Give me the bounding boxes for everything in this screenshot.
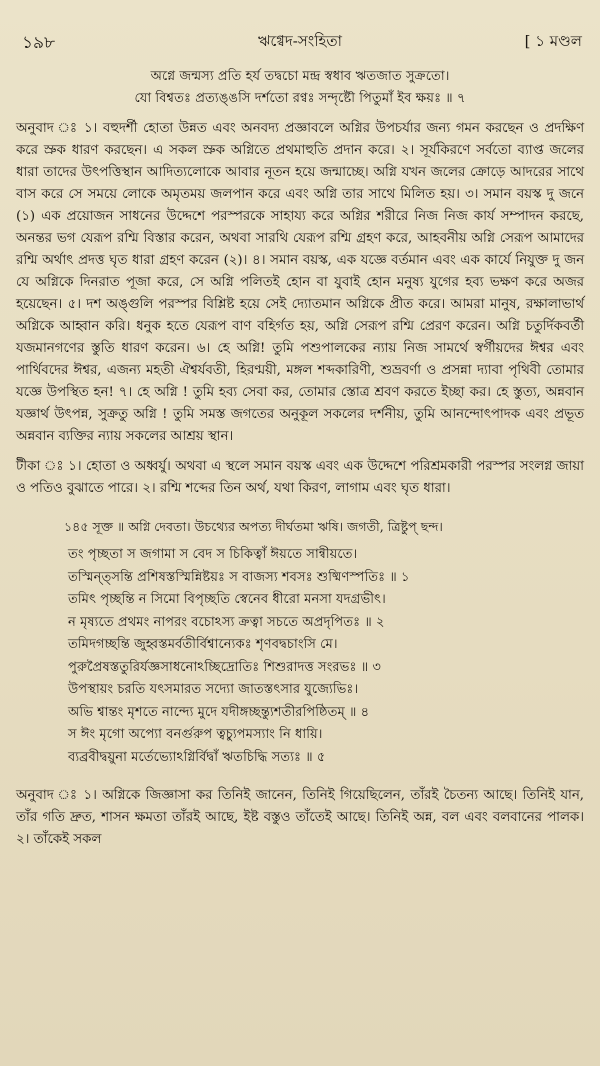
verse-line: অগ্নে জন্মস্য প্রতি হর্য তদ্বচো মন্দ্র স্বধাব ঋতজাত সুক্রতো।	[150, 69, 450, 84]
verse-line: অভি শ্বান্তং মৃশতে নান্দ্যে মুদে যদীঙ্গচ্ছন্ত্যুশতীরপিষ্ঠিতম্ ॥ ৪	[68, 704, 370, 720]
sukta-verses	[16, 544, 584, 769]
verse-line: স ঈং মৃগো অপ্যো বনর্গুরুপ ত্বচ্যুপমস্যাং নি ধায়ি।	[68, 727, 323, 742]
running-title: ঋগ্বেদ-সংহিতা	[258, 32, 342, 50]
commentary-paragraph: টীকা ঃ ১। হোতা ও অধ্বর্যু। অথবা এ স্থলে সমান বয়স্ক এবং এক উদ্দেশে পরিশ্রমকারী পরস্পর সংলগ্ন জায়া ও পতিও বুঝাতে পারে। ২। রশ্মি শব্দের তিন অর্থ, যথা কিরণ, লাগাম এবং ঘৃত ধারা।	[16, 459, 584, 496]
verse-line: তস্মিন্ত্সন্তি প্রশিষস্তস্মিন্নিষ্টয়ঃ স বাজস্য শবসঃ শুষ্মিণস্পতিঃ ॥ ১	[68, 569, 410, 585]
verse-line: তমিৎ পৃচ্ছন্তি ন সিমো বিপৃচ্ছতি স্বেনেব ধীরো মনসা যদগ্রভীৎ।	[68, 592, 386, 607]
page-number: ১৯৮	[22, 33, 56, 53]
translation-paragraph-2: অনুবাদ ঃ ১। অগ্নিকে জিজ্ঞাসা কর তিনিই জানেন, তিনিই গিয়েছিলেন, তাঁরই চৈতন্য আছে। তিনিই যান, তাঁর গতি দ্রুত, শাসন ক্ষমতা তাঁরই আছে, ইষ্ট বস্তুও তাঁতেই আছে। তিনিই অন্ন, বল এবং বলবানের পালক। ২। তাঁকেই সকল	[16, 788, 584, 847]
sukta-heading: ১৪৫ সূক্ত ॥ অগ্নি দেবতা। উচথ্যের অপত্য দীর্ঘতমা ঋষি। জগতী, ত্রিষ্টুপ্ ছন্দ।	[64, 519, 443, 534]
verse-line: পুরুপ্রৈষস্ততুরির্যজ্ঞসাধনোঽচ্ছিদ্রোতিঃ শিশুরাদত্ত সংরভঃ ॥ ৩	[68, 659, 381, 675]
mandala-label: [ ১ মণ্ডল	[524, 32, 582, 50]
page-header	[16, 30, 584, 56]
top-verse-block	[16, 66, 584, 110]
verse-line: তং পৃচ্ছতা স জগামা স বেদ স চিকিত্বাঁ ঈয়তে সান্বীয়তে।	[68, 547, 358, 562]
translation-paragraph: অনুবাদ ঃ ১। বহুদর্শী হোতা উন্নত এবং অনবদ্য প্রজ্ঞাবলে অগ্নির উপচর্যার জন্য গমন করছেন ও প্রদক্ষিণ করে স্রুক ধারণ করছেন। এ সকল স্রুক অগ্নিতে প্রথমাহুতি প্রদান করে। ২। সূর্যকিরণে সর্বতো ব্যাপ্ত জলের ধারা তাদের উৎপত্তিস্থান আদিত্যলোকে আবার নূতন হয়ে জন্মাচ্ছে। অগ্নি যখন জলের ক্রোড়ে আদরের সাথে বাস করে সে সময়ে লোকে অমৃতময় জলপান করে এবং অগ্নি তার সাথে মিলিত হয়। ৩। সমান বয়স্ক দু জনে (১) এক প্রয়োজন সাধনের উদ্দেশে পরস্পরকে সাহায্য করে অগ্নির শরীরে নিজ নিজ কার্য সম্পাদন করছে, অনন্তর ভগ যেরূপ রশ্মি বিস্তার করেন, অথবা সারথি যেরূপ রশ্মি গ্রহণ করে, আহবনীয় অগ্নি সেরূপ আমাদের রশ্মি অর্থাৎ প্রদত্ত ঘৃত ধারা গ্রহণ করেন (২)। ৪। সমান বয়স্ক, এক যজ্ঞে বর্তমান এবং এক কার্যে নিযুক্ত দু জন যে অগ্নিকে দিনরাত পূজা করে, সে অগ্নি পলিতই হোন বা যুবাই হোন মনুষ্য যুগের হব্য ভক্ষণ করে অজর হয়েছেন। ৫। দশ অঙ্গুলি পরস্পর বিশ্লিষ্ট হয়ে সেই দ্যোতমান অগ্নিকে প্রীত করে। আমরা মানুষ, রক্ষালাভার্থ অগ্নিকে আহ্বান করি। ধনুক হতে যেরূপ বাণ বহির্গত হয়, অগ্নি সেরূপ রশ্মি প্রেরণ করেন। অগ্নি চতুর্দিকবর্তী যজমানগণের স্তুতি ধারণ করেন। ৬। হে অগ্নি! তুমি পশুপালকের ন্যায় নিজ সামর্থে স্বর্গীয়দের ঈশ্বর এবং পার্থিবদের ঈশ্বর, এজন্য মহতী ঐশ্বর্যবতী, হিরণ্ময়ী, মঙ্গল শব্দকারিণী, শুভ্রবর্ণা ও প্রসন্না দ্যাবা পৃথিবী তোমার যজ্ঞে উপস্থিত হন! ৭। হে অগ্নি ! তুমি হব্য সেবা কর, তোমার স্তোত্র শ্রবণ করতে ইচ্ছা কর। হে স্তুত্য, অন্নবান যজ্ঞার্থ উৎপন্ন, সুক্রতু অগ্নি ! তুমি সমস্ত জগতের অনুকূল সকলের দর্শনীয়, তুমি আনন্দোৎপাদক এবং প্রভূত অন্নবান ব্যক্তির ন্যায় সকলের আশ্রয় স্থান।	[16, 121, 584, 444]
verse-line: উপস্থায়ং চরতি যৎসমারত সদ্যো জাতস্তৎসার যুজ্যেভিঃ।	[68, 682, 359, 697]
verse-line: যো বিশ্বতঃ প্রত্যঙ্ঙসি দর্শতো রণ্বঃ সন্দৃষ্টৌ পিতুমাঁ ইব ক্ষয়ঃ ॥ ৭	[134, 91, 466, 106]
verse-line: তমিদগচ্ছন্তি জুহ্বস্তমর্বতীর্বিশ্বান্যেকঃ শৃণবদ্বচাংসি মে।	[68, 637, 338, 652]
verse-line: ন মৃষ্যতে প্রথমং নাপরং বচোঽস্য ক্রত্বা সচতে অপ্রদৃপিতঃ ॥ ২	[68, 614, 385, 630]
verse-line: ব্যব্রবীদ্বয়ুনা মর্তেভ্যোঽগ্নির্বিদ্বাঁ ঋতচিদ্ধি সত্যঃ ॥ ৫	[68, 749, 326, 765]
